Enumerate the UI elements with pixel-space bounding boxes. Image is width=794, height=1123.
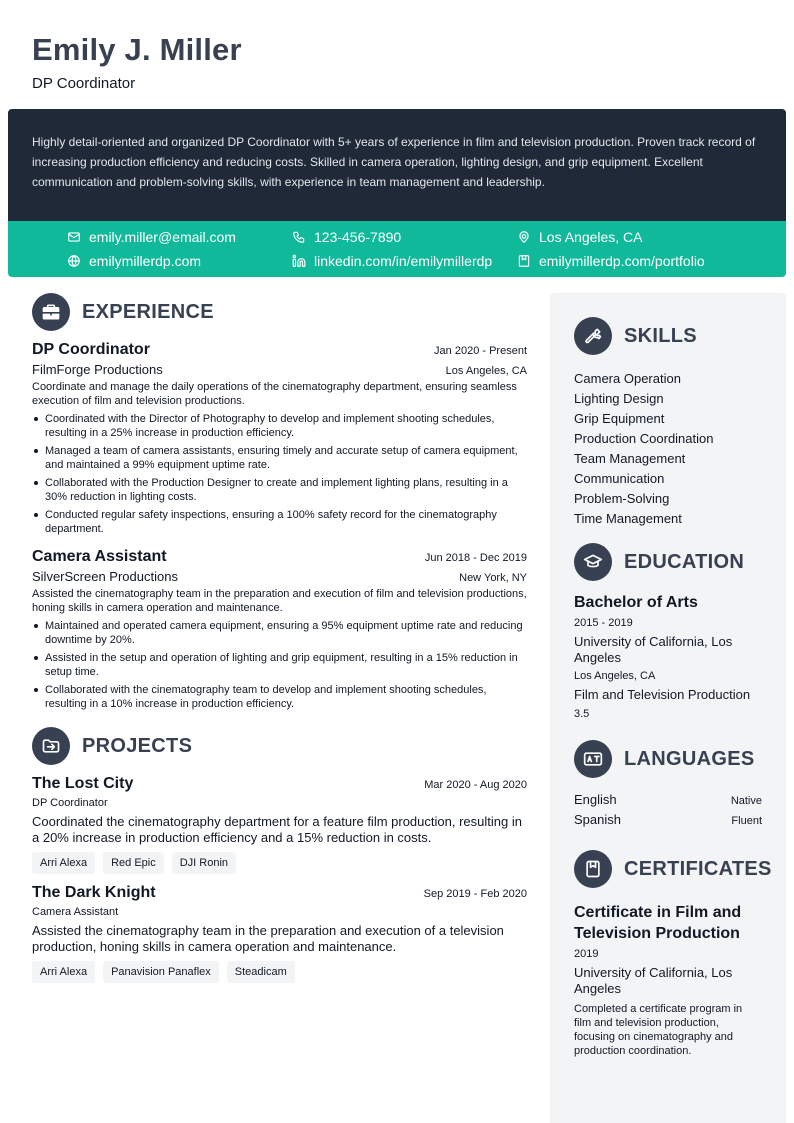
phone-icon bbox=[292, 230, 306, 244]
wrench-icon bbox=[583, 326, 603, 346]
project-role: Camera Assistant bbox=[32, 906, 119, 918]
project-tags bbox=[32, 961, 527, 983]
summary-text: Highly detail-oriented and organized DP Coordinator with 5+ years of experience in film and television production. Proven track record of increasing production efficiency and reducing costs. Skilled in camera operation, lighting design, and grip equipment. Excellent communication and problem-solving skills, with experience in team management and leadership. bbox=[32, 135, 756, 189]
contact-linkedin[interactable] bbox=[292, 251, 492, 271]
skill-item: Team Management bbox=[574, 451, 686, 466]
project-role: DP Coordinator bbox=[32, 797, 108, 809]
experience-heading bbox=[32, 293, 527, 331]
job-date: Jan 2020 - Present bbox=[434, 345, 527, 357]
languages-list bbox=[574, 792, 762, 832]
contact-location bbox=[517, 227, 643, 247]
experience-entry bbox=[32, 548, 527, 711]
job-location: New York, NY bbox=[459, 572, 527, 584]
graduation-cap-icon bbox=[583, 552, 603, 572]
contact-email[interactable] bbox=[67, 227, 236, 247]
languages-title: LANGUAGES bbox=[624, 747, 755, 770]
project-title: The Lost City bbox=[32, 775, 134, 792]
contact-email-text: emily.miller@email.com bbox=[89, 229, 236, 245]
job-title: DP Coordinator bbox=[32, 341, 150, 358]
project-description: Assisted the cinematography team in the preparation and execution of a television production, honing skills in camera operation and maintenance. bbox=[32, 923, 504, 954]
briefcase-icon-badge bbox=[32, 293, 70, 331]
skills-title: SKILLS bbox=[624, 324, 697, 347]
project-tags bbox=[32, 852, 527, 874]
project-entry bbox=[32, 884, 527, 983]
bookmark-book-icon bbox=[583, 859, 603, 879]
project-entry bbox=[32, 775, 527, 874]
language-row bbox=[574, 792, 762, 812]
job-bullet: Conducted regular safety inspections, ensuring a 100% safety record for the cinematography department. bbox=[32, 508, 527, 536]
language-level: Fluent bbox=[731, 815, 762, 827]
folder-icon-badge bbox=[32, 727, 70, 765]
certificates-title: CERTIFICATES bbox=[624, 857, 772, 880]
graduation-cap-icon-badge bbox=[574, 543, 612, 581]
project-tag: Panavision Panaflex bbox=[103, 961, 219, 983]
candidate-name: Emily J. Miller bbox=[32, 32, 242, 67]
sidebar-column bbox=[550, 293, 786, 1123]
briefcase-icon bbox=[41, 302, 61, 322]
main-column bbox=[32, 293, 527, 983]
job-bullets bbox=[32, 412, 527, 536]
map-pin-icon bbox=[517, 230, 531, 244]
projects-heading bbox=[32, 727, 527, 765]
certificate-entry bbox=[574, 902, 762, 1058]
education-years: 2015 - 2019 bbox=[574, 617, 633, 629]
education-gpa: 3.5 bbox=[574, 708, 590, 720]
job-bullet: Coordinated with the Director of Photography to develop and implement shooting schedules, resulting in a 25% increase in production efficiency. bbox=[32, 412, 527, 440]
skill-item: Lighting Design bbox=[574, 391, 664, 406]
education-heading bbox=[574, 543, 762, 581]
linkedin-icon bbox=[292, 254, 306, 268]
job-company: SilverScreen Productions bbox=[32, 569, 178, 584]
skill-item: Production Coordination bbox=[574, 431, 714, 446]
certificates-heading bbox=[574, 850, 772, 888]
project-title: The Dark Knight bbox=[32, 884, 156, 901]
portfolio-icon bbox=[517, 254, 531, 268]
mail-icon bbox=[67, 230, 81, 244]
experience-title: EXPERIENCE bbox=[82, 300, 214, 323]
wrench-icon-badge bbox=[574, 317, 612, 355]
education-title: EDUCATION bbox=[624, 550, 745, 573]
skill-item: Grip Equipment bbox=[574, 411, 665, 426]
contact-portfolio[interactable] bbox=[517, 251, 705, 271]
translate-icon-badge bbox=[574, 740, 612, 778]
globe-icon bbox=[67, 254, 81, 268]
skills-list bbox=[574, 369, 762, 529]
language-level: Native bbox=[730, 795, 762, 807]
project-tag: Arri Alexa bbox=[32, 961, 95, 983]
job-description: Assisted the cinematography team in the preparation and execution of film and television productions, honing skills in camera operation and maintenance. bbox=[32, 588, 527, 614]
certificate-issuer: University of California, Los Angeles bbox=[574, 965, 733, 996]
language-name: English bbox=[574, 792, 617, 807]
skill-item: Problem-Solving bbox=[574, 491, 670, 506]
job-bullets bbox=[32, 619, 527, 711]
job-bullet: Maintained and operated camera equipment, ensuring a 95% equipment uptime rate and reducing downtime by 20%. bbox=[32, 619, 527, 647]
education-degree: Bachelor of Arts bbox=[574, 594, 698, 611]
contact-linkedin-text: linkedin.com/in/emilymillerdp bbox=[314, 253, 493, 269]
languages-heading bbox=[574, 740, 762, 778]
job-bullet: Collaborated with the cinematography team to develop and implement shooting schedules, resulting in a 10% increase in production efficiency. bbox=[32, 683, 527, 711]
candidate-title: DP Coordinator bbox=[32, 75, 136, 92]
certificate-description: Completed a certificate program in film and television production, focusing on cinematography and production coordination. bbox=[574, 1003, 743, 1057]
language-name: Spanish bbox=[574, 812, 621, 827]
translate-icon bbox=[583, 749, 603, 769]
project-date: Mar 2020 - Aug 2020 bbox=[424, 779, 527, 791]
projects-title: PROJECTS bbox=[82, 734, 193, 757]
contact-website[interactable] bbox=[67, 251, 201, 271]
skills-heading bbox=[574, 317, 762, 355]
contact-phone[interactable] bbox=[292, 227, 401, 247]
project-tag: Arri Alexa bbox=[32, 852, 95, 874]
job-bullet: Assisted in the setup and operation of lighting and grip equipment, resulting in a 15% reduction in setup time. bbox=[32, 651, 527, 679]
contact-portfolio-text: emilymillerdp.com/portfolio bbox=[539, 253, 705, 269]
folder-icon bbox=[41, 736, 61, 756]
contact-location-text: Los Angeles, CA bbox=[539, 229, 643, 245]
certificate-title: Certificate in Film and Television Production bbox=[574, 904, 742, 942]
skill-item: Camera Operation bbox=[574, 371, 681, 386]
skill-item: Time Management bbox=[574, 511, 682, 526]
summary-section bbox=[8, 109, 786, 221]
certificate-icon-badge bbox=[574, 850, 612, 888]
contact-phone-text: 123-456-7890 bbox=[314, 229, 402, 245]
job-location: Los Angeles, CA bbox=[445, 365, 527, 377]
education-field: Film and Television Production bbox=[574, 687, 751, 702]
job-date: Jun 2018 - Dec 2019 bbox=[424, 552, 527, 564]
language-row bbox=[574, 812, 762, 832]
experience-entry bbox=[32, 341, 527, 536]
job-bullet: Collaborated with the Production Designer to create and implement lighting plans, resulting in a 30% reduction in lighting costs. bbox=[32, 476, 527, 504]
project-tag: Steadicam bbox=[227, 961, 295, 983]
education-location: Los Angeles, CA bbox=[574, 670, 656, 682]
skill-item: Communication bbox=[574, 471, 665, 486]
job-bullet: Managed a team of camera assistants, ensuring timely and accurate setup of camera equipment, and maintained a 99% equipment uptime rate. bbox=[32, 444, 527, 472]
contact-website-text: emilymillerdp.com bbox=[89, 253, 202, 269]
project-tag: DJI Ronin bbox=[172, 852, 236, 874]
certificate-year: 2019 bbox=[574, 948, 599, 960]
job-company: FilmForge Productions bbox=[32, 362, 163, 377]
project-description: Coordinated the cinematography department for a feature film production, resulting in a 20% increase in production efficiency and a 15% reduction in costs. bbox=[32, 814, 522, 845]
job-description: Coordinate and manage the daily operations of the cinematography department, ensuring seamless execution of film and television productions. bbox=[32, 381, 517, 407]
project-date: Sep 2019 - Feb 2020 bbox=[423, 888, 527, 900]
education-school: University of California, Los Angeles bbox=[574, 634, 733, 665]
education-entry bbox=[574, 594, 762, 720]
project-tag: Red Epic bbox=[103, 852, 164, 874]
resume-header bbox=[32, 32, 242, 92]
contact-bar bbox=[8, 221, 786, 277]
job-title: Camera Assistant bbox=[32, 548, 167, 565]
